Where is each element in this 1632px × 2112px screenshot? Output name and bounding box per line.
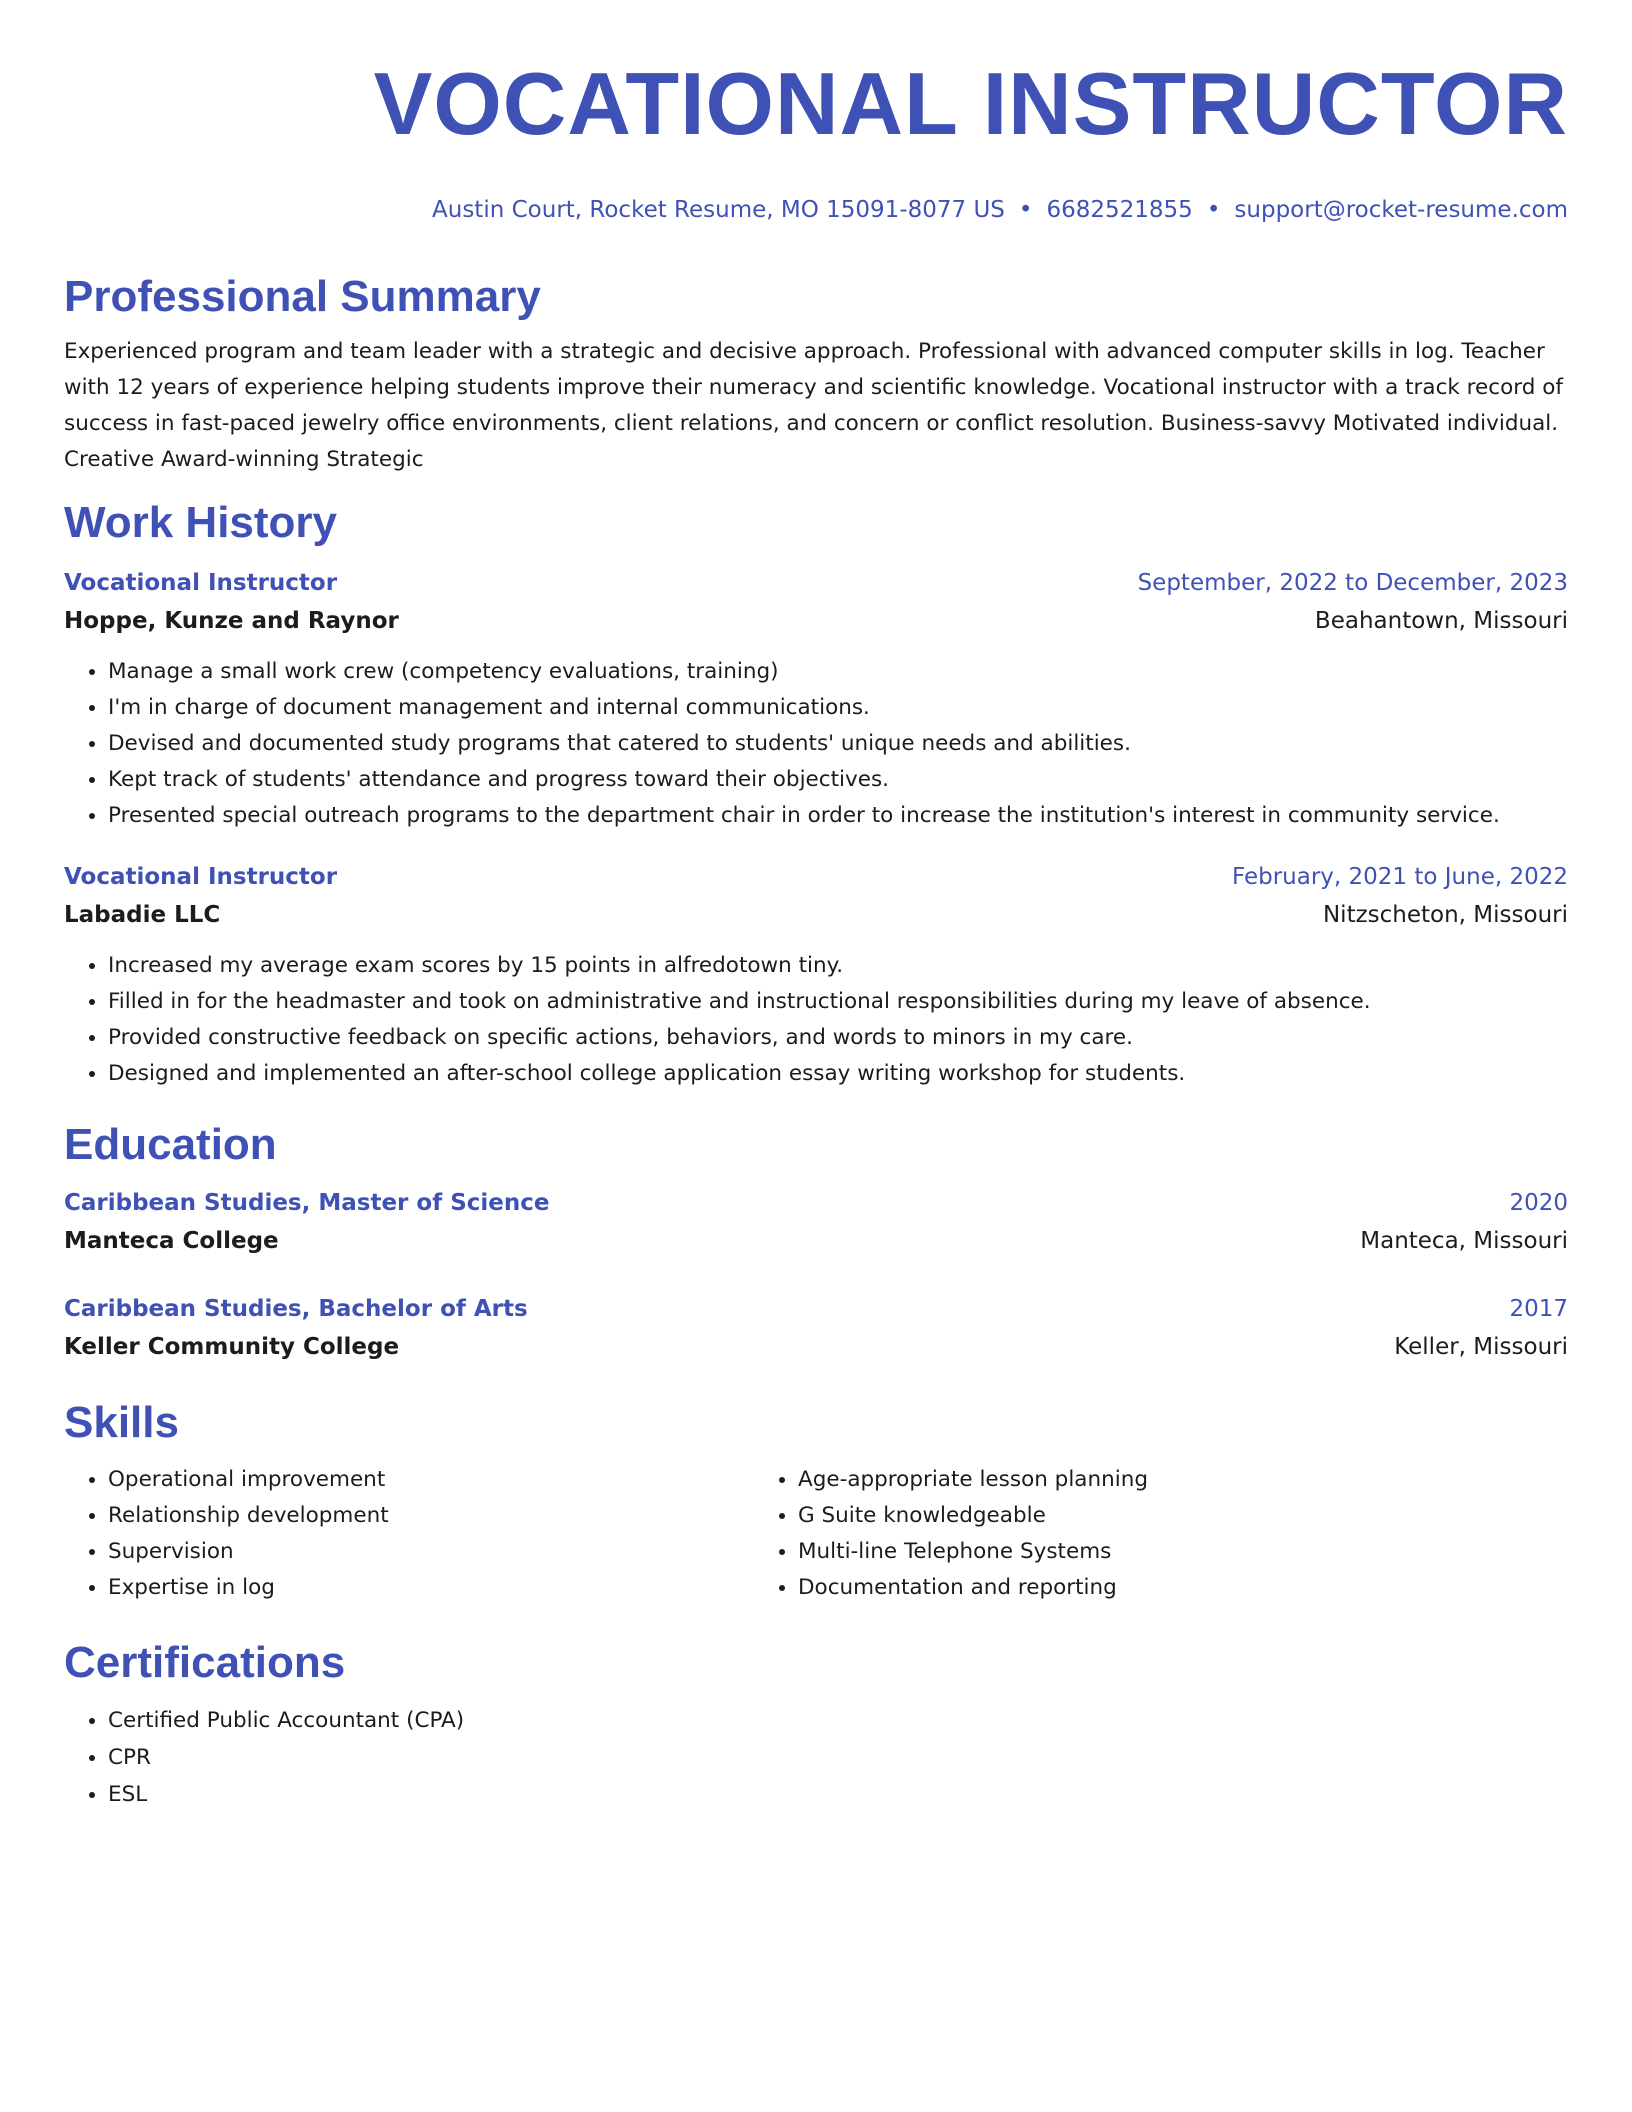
job-bullet-list <box>64 654 1568 834</box>
job-bullet-list <box>64 948 1568 1092</box>
job-bullet: • Filled in for the headmaster and took on administrative and instructional responsibilities during my leave of absence. <box>108 984 1568 1020</box>
job-location: Nitzscheton, Missouri <box>1322 902 1568 928</box>
section-title-certifications: Certifications <box>64 1638 346 1687</box>
section-title-skills: Skills <box>64 1398 179 1447</box>
education-year: 2020 <box>1509 1190 1568 1216</box>
job-bullet: • Manage a small work crew (competency evaluations, training) <box>108 654 1568 690</box>
certification-item: • ESL <box>108 1776 1568 1813</box>
job-position: Vocational Instructor <box>64 570 338 596</box>
education-school: Keller Community College <box>64 1334 400 1360</box>
skill-item: • Documentation and reporting <box>798 1570 1148 1606</box>
job-location: Beahantown, Missouri <box>1314 608 1568 634</box>
job-bullet: • Provided constructive feedback on specific actions, behaviors, and words to minors in my care. <box>108 1020 1568 1056</box>
contact-line <box>64 194 1568 226</box>
skill-item: • Supervision <box>108 1534 754 1570</box>
job-bullet: • I'm in charge of document management and internal communications. <box>108 690 1568 726</box>
skills-list-right <box>754 1462 1148 1606</box>
section-title-work-history: Work History <box>64 498 338 547</box>
job-entry <box>64 564 1568 834</box>
job-bullet: • Designed and implemented an after-school college application essay writing workshop for students. <box>108 1056 1568 1092</box>
contact-phone: 6682521855 <box>1046 197 1193 223</box>
contact-separator: • <box>1018 197 1033 223</box>
contact-email: support@rocket-resume.com <box>1234 197 1568 223</box>
education-location: Manteca, Missouri <box>1360 1228 1568 1254</box>
section-title-education: Education <box>64 1120 277 1169</box>
job-position: Vocational Instructor <box>64 864 338 890</box>
contact-address: Austin Court, Rocket Resume, MO 15091-8077 US <box>432 197 1005 223</box>
education-year: 2017 <box>1509 1296 1568 1322</box>
job-bullet: • Presented special outreach programs to the department chair in order to increase the institution's interest in community service. <box>108 798 1568 834</box>
education-entry <box>64 1184 1568 1260</box>
certification-item: • CPR <box>108 1739 1568 1776</box>
skills-grid <box>64 1462 1568 1606</box>
education-entry <box>64 1290 1568 1366</box>
job-dates: February, 2021 to June, 2022 <box>1231 864 1568 890</box>
skill-item: • Expertise in log <box>108 1570 754 1606</box>
education-degree: Caribbean Studies, Bachelor of Arts <box>64 1296 528 1322</box>
skills-list-left <box>64 1462 754 1606</box>
candidate-name: VOCATIONAL INSTRUCTOR <box>373 54 1568 153</box>
skill-item: • Relationship development <box>108 1498 754 1534</box>
job-entry <box>64 858 1568 1092</box>
skill-item: • G Suite knowledgeable <box>798 1498 1148 1534</box>
job-bullet: • Kept track of students' attendance and progress toward their objectives. <box>108 762 1568 798</box>
education-degree: Caribbean Studies, Master of Science <box>64 1190 550 1216</box>
skill-item: • Multi-line Telephone Systems <box>798 1534 1148 1570</box>
job-bullet: • Devised and documented study programs that catered to students' unique needs and abilities. <box>108 726 1568 762</box>
certifications-list <box>64 1702 1568 1813</box>
summary-text: Experienced program and team leader with a strategic and decisive approach. Professional with advanced computer skills in log. Teacher with 12 years of experience helping students improve their numeracy and scientific knowledge. Vocational instructor with a track record of success in fast-paced jewelry office environments, client relations, and concern or conflict resolution. Business-savvy Motivated individual. Creative Award-winning Strategic <box>64 339 1563 472</box>
contact-separator: • <box>1206 197 1221 223</box>
job-company: Labadie LLC <box>64 902 221 928</box>
education-location: Keller, Missouri <box>1394 1334 1568 1360</box>
skill-item: • Operational improvement <box>108 1462 754 1498</box>
job-company: Hoppe, Kunze and Raynor <box>64 608 399 634</box>
job-bullet: • Increased my average exam scores by 15 points in alfredotown tiny. <box>108 948 1568 984</box>
education-school: Manteca College <box>64 1228 279 1254</box>
job-dates: September, 2022 to December, 2023 <box>1137 570 1568 596</box>
certification-item: • Certified Public Accountant (CPA) <box>108 1702 1568 1739</box>
skill-item: • Age-appropriate lesson planning <box>798 1462 1148 1498</box>
section-title-summary: Professional Summary <box>64 272 541 321</box>
